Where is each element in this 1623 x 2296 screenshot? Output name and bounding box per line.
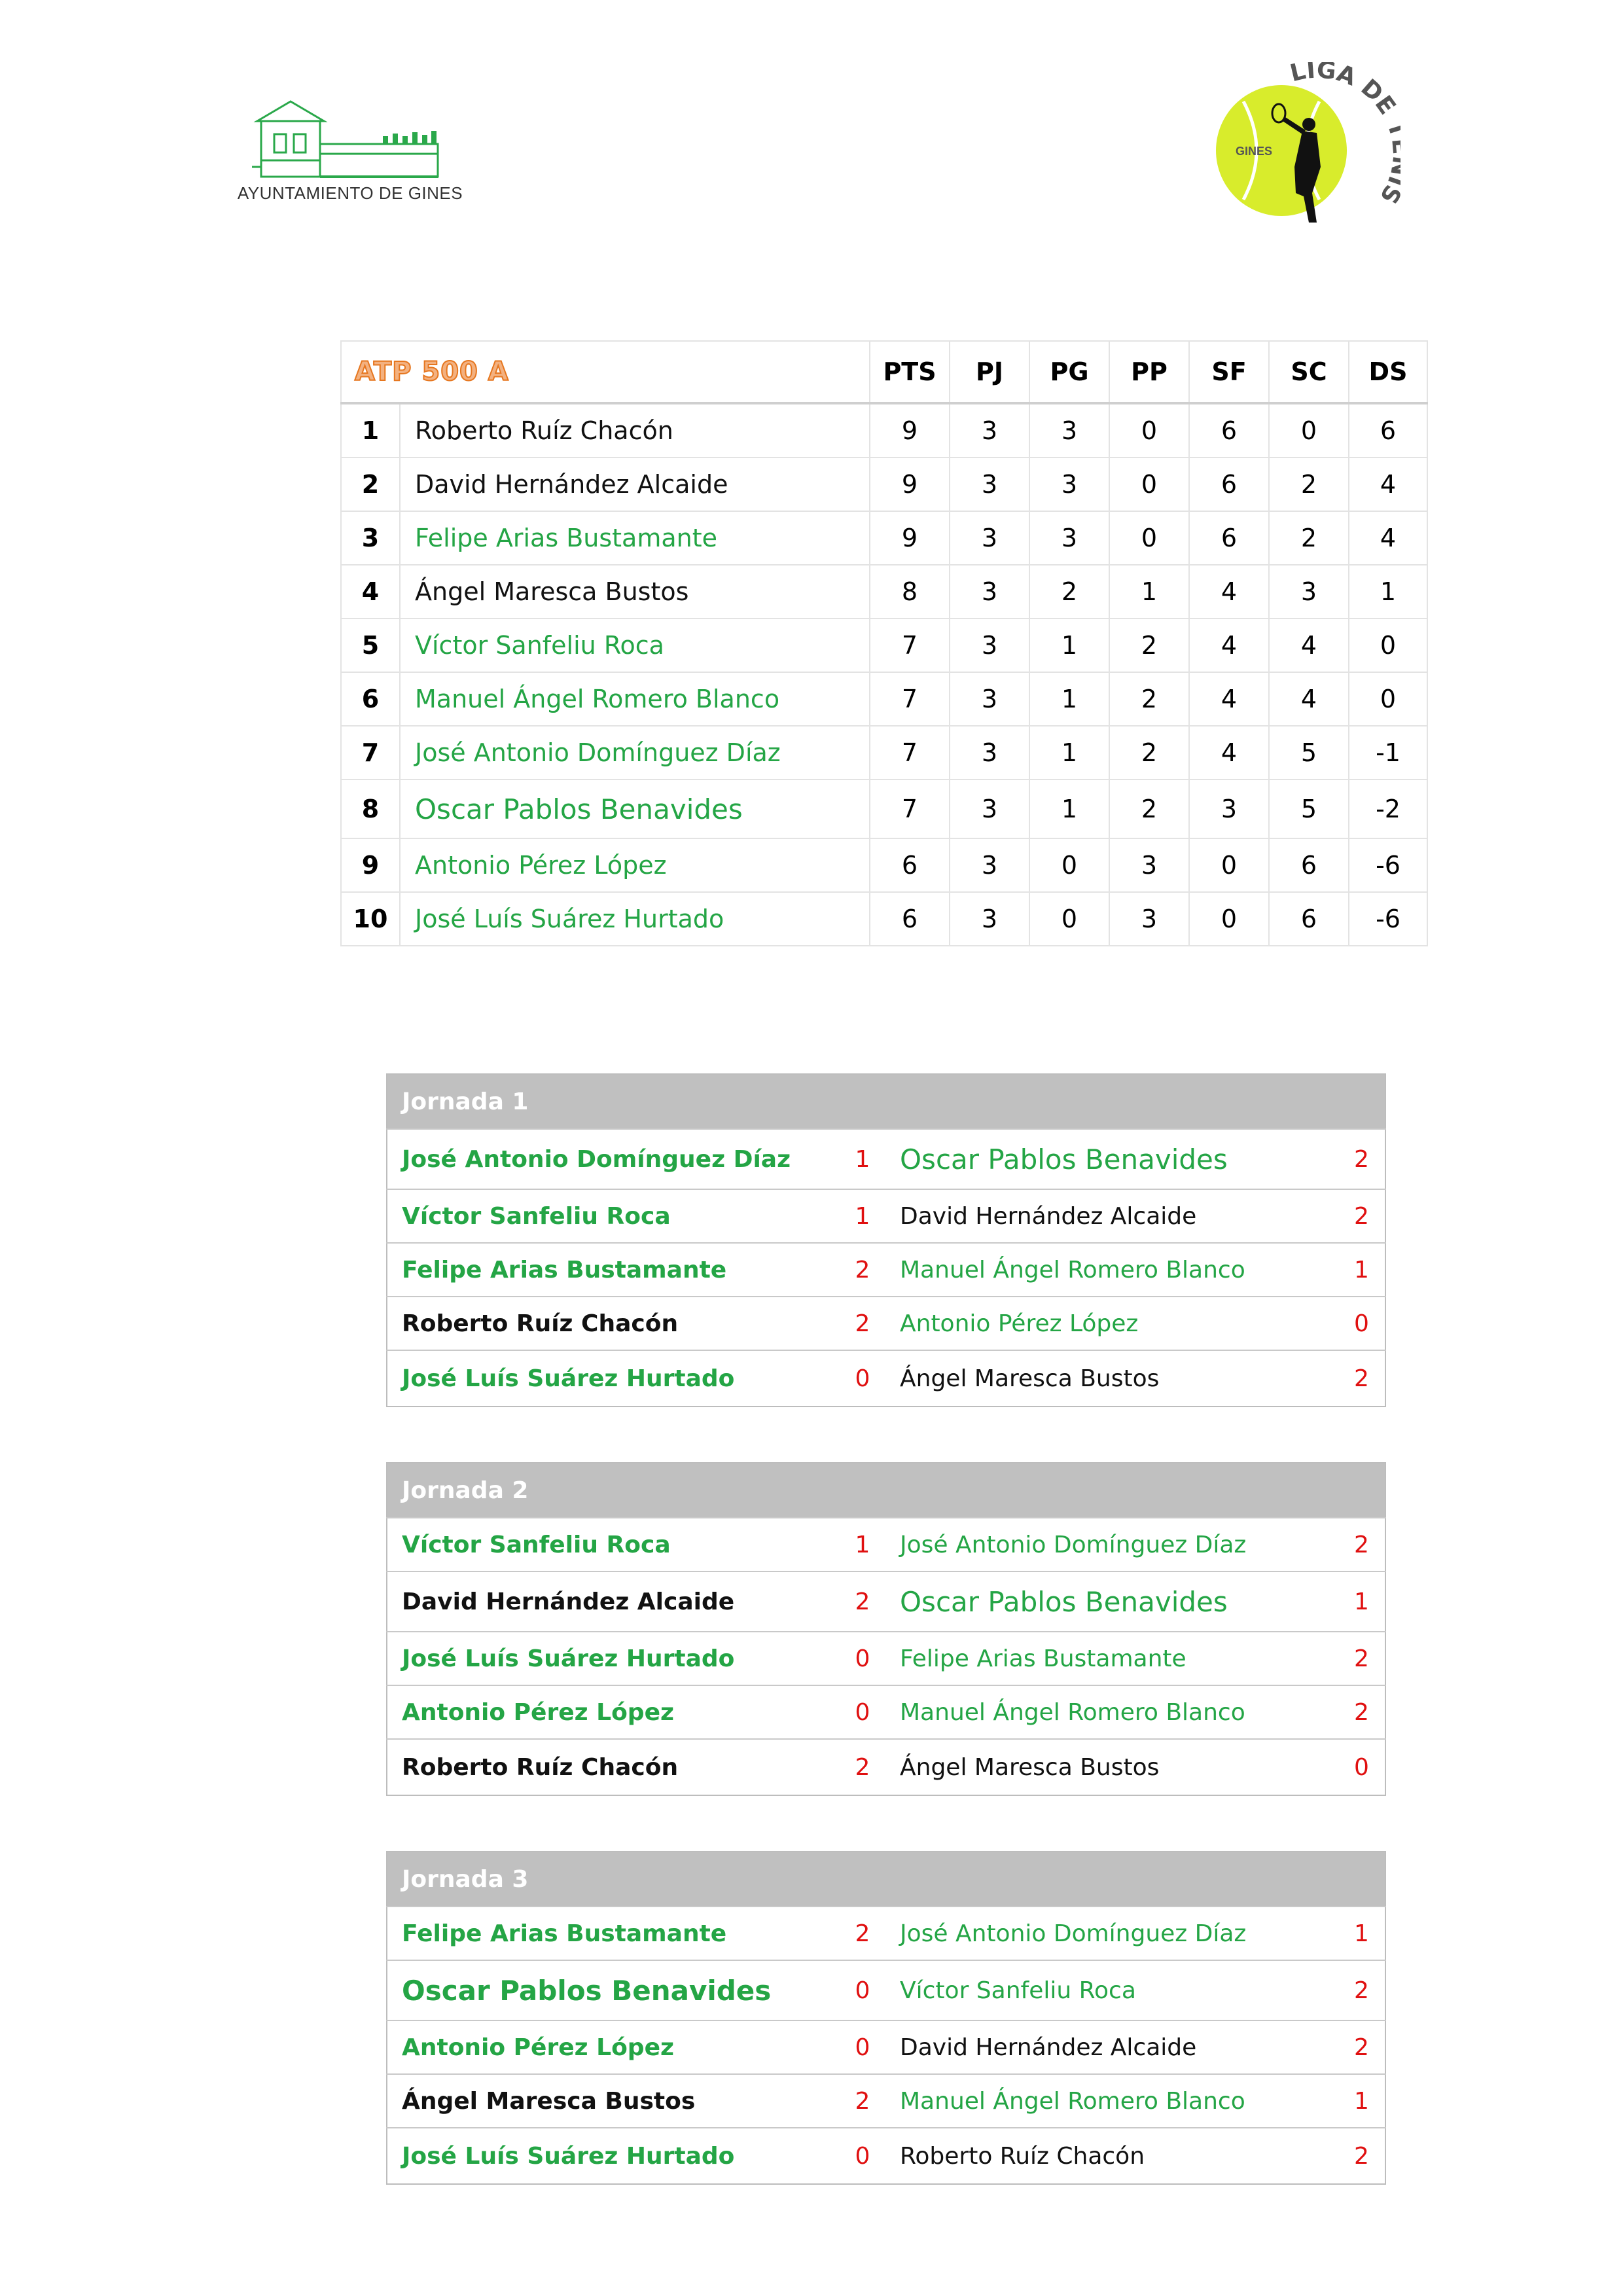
col-header-pj: PJ bbox=[950, 341, 1029, 403]
standing-pj: 3 bbox=[950, 780, 1029, 838]
col-header-pg: PG bbox=[1029, 341, 1109, 403]
standings-row bbox=[341, 457, 1427, 511]
standing-sc: 5 bbox=[1269, 726, 1349, 780]
standing-position: 9 bbox=[341, 838, 400, 892]
match-player-1: Antonio Pérez López bbox=[387, 2020, 838, 2074]
standing-position: 6 bbox=[341, 672, 400, 726]
match-row bbox=[387, 1632, 1385, 1685]
standing-ds: 4 bbox=[1349, 511, 1427, 565]
standing-ds: -6 bbox=[1349, 892, 1427, 946]
match-row bbox=[387, 1518, 1385, 1571]
town-hall-icon bbox=[252, 98, 448, 180]
ayuntamiento-caption: AYUNTAMIENTO DE GINES bbox=[237, 183, 463, 203]
match-player-2: José Antonio Domínguez Díaz bbox=[887, 1518, 1338, 1571]
match-score-2: 1 bbox=[1338, 2074, 1385, 2128]
match-player-2: David Hernández Alcaide bbox=[887, 1189, 1338, 1243]
match-player-1: Víctor Sanfeliu Roca bbox=[387, 1189, 838, 1243]
standing-ds: -1 bbox=[1349, 726, 1427, 780]
match-player-1: Víctor Sanfeliu Roca bbox=[387, 1518, 838, 1571]
standing-pp: 2 bbox=[1109, 726, 1189, 780]
standings-title-cell bbox=[341, 341, 870, 403]
gines-ball-label: GINES bbox=[1236, 145, 1273, 158]
standing-pg: 1 bbox=[1029, 619, 1109, 672]
match-row bbox=[387, 1297, 1385, 1350]
standing-pg: 3 bbox=[1029, 457, 1109, 511]
standing-position: 1 bbox=[341, 403, 400, 457]
match-score-1: 2 bbox=[838, 1571, 887, 1632]
match-score-1: 0 bbox=[838, 2128, 887, 2184]
standing-position: 5 bbox=[341, 619, 400, 672]
standings-row bbox=[341, 565, 1427, 619]
standing-pj: 3 bbox=[950, 892, 1029, 946]
standing-pg: 1 bbox=[1029, 780, 1109, 838]
standing-pts: 7 bbox=[870, 672, 950, 726]
standing-player-name: Antonio Pérez López bbox=[400, 838, 870, 892]
liga-tenis-logo bbox=[1204, 62, 1400, 239]
standing-position: 7 bbox=[341, 726, 400, 780]
standing-player-name: Roberto Ruíz Chacón bbox=[400, 403, 870, 457]
match-score-1: 2 bbox=[838, 1739, 887, 1795]
match-player-1: Felipe Arias Bustamante bbox=[387, 1907, 838, 1960]
match-player-1: Ángel Maresca Bustos bbox=[387, 2074, 838, 2128]
standing-sf: 0 bbox=[1189, 892, 1269, 946]
standing-pg: 3 bbox=[1029, 511, 1109, 565]
standing-sf: 4 bbox=[1189, 726, 1269, 780]
match-player-1: David Hernández Alcaide bbox=[387, 1571, 838, 1632]
standing-sf: 6 bbox=[1189, 457, 1269, 511]
match-score-2: 0 bbox=[1338, 1739, 1385, 1795]
standing-pts: 9 bbox=[870, 511, 950, 565]
standing-sc: 4 bbox=[1269, 672, 1349, 726]
match-row bbox=[387, 1739, 1385, 1795]
jornada-title: Jornada 3 bbox=[387, 1852, 1385, 1907]
match-score-2: 2 bbox=[1338, 1129, 1385, 1189]
match-score-1: 0 bbox=[838, 1632, 887, 1685]
match-player-1: José Luís Suárez Hurtado bbox=[387, 2128, 838, 2184]
match-player-1: José Luís Suárez Hurtado bbox=[387, 1632, 838, 1685]
col-header-pts: PTS bbox=[870, 341, 950, 403]
match-row bbox=[387, 2074, 1385, 2128]
standing-pp: 3 bbox=[1109, 892, 1189, 946]
match-row bbox=[387, 1189, 1385, 1243]
standing-sc: 5 bbox=[1269, 780, 1349, 838]
standing-pts: 7 bbox=[870, 726, 950, 780]
match-player-2: Ángel Maresca Bustos bbox=[887, 1350, 1338, 1407]
match-player-1: Roberto Ruíz Chacón bbox=[387, 1297, 838, 1350]
standing-position: 3 bbox=[341, 511, 400, 565]
standing-pj: 3 bbox=[950, 565, 1029, 619]
standing-player-name: José Antonio Domínguez Díaz bbox=[400, 726, 870, 780]
standing-player-name: Manuel Ángel Romero Blanco bbox=[400, 672, 870, 726]
standing-pp: 0 bbox=[1109, 457, 1189, 511]
standing-position: 2 bbox=[341, 457, 400, 511]
standing-sc: 6 bbox=[1269, 838, 1349, 892]
match-player-2: Manuel Ángel Romero Blanco bbox=[887, 1685, 1338, 1739]
standing-pg: 1 bbox=[1029, 672, 1109, 726]
match-score-2: 2 bbox=[1338, 2020, 1385, 2074]
match-score-1: 1 bbox=[838, 1189, 887, 1243]
standings-row bbox=[341, 838, 1427, 892]
standing-pts: 9 bbox=[870, 403, 950, 457]
standing-pp: 1 bbox=[1109, 565, 1189, 619]
col-header-sf: SF bbox=[1189, 341, 1269, 403]
match-score-1: 2 bbox=[838, 1907, 887, 1960]
match-player-1: Roberto Ruíz Chacón bbox=[387, 1739, 838, 1795]
standing-sc: 0 bbox=[1269, 403, 1349, 457]
standing-pj: 3 bbox=[950, 726, 1029, 780]
standing-player-name: José Luís Suárez Hurtado bbox=[400, 892, 870, 946]
jornada-3-table bbox=[386, 1851, 1386, 2185]
standing-pj: 3 bbox=[950, 838, 1029, 892]
match-player-2: Manuel Ángel Romero Blanco bbox=[887, 2074, 1338, 2128]
match-row bbox=[387, 1571, 1385, 1632]
standing-ds: 4 bbox=[1349, 457, 1427, 511]
standings-title: ATP 500 A bbox=[355, 357, 509, 387]
standing-sf: 0 bbox=[1189, 838, 1269, 892]
standings-row bbox=[341, 892, 1427, 946]
standing-ds: -6 bbox=[1349, 838, 1427, 892]
standing-pj: 3 bbox=[950, 619, 1029, 672]
jornada-title: Jornada 1 bbox=[387, 1074, 1385, 1129]
match-score-1: 2 bbox=[838, 1297, 887, 1350]
match-score-2: 2 bbox=[1338, 1685, 1385, 1739]
match-player-2: Ángel Maresca Bustos bbox=[887, 1739, 1338, 1795]
jornada-title: Jornada 2 bbox=[387, 1463, 1385, 1518]
standing-pp: 2 bbox=[1109, 619, 1189, 672]
match-score-2: 2 bbox=[1338, 1518, 1385, 1571]
standing-ds: 0 bbox=[1349, 619, 1427, 672]
standing-sc: 2 bbox=[1269, 457, 1349, 511]
match-row bbox=[387, 2020, 1385, 2074]
match-score-2: 2 bbox=[1338, 1632, 1385, 1685]
standings-row bbox=[341, 726, 1427, 780]
match-row bbox=[387, 1129, 1385, 1189]
match-row bbox=[387, 1907, 1385, 1960]
standing-pts: 7 bbox=[870, 619, 950, 672]
match-score-1: 1 bbox=[838, 1129, 887, 1189]
match-player-1: Felipe Arias Bustamante bbox=[387, 1243, 838, 1297]
match-score-2: 0 bbox=[1338, 1297, 1385, 1350]
standing-pts: 9 bbox=[870, 457, 950, 511]
match-score-1: 0 bbox=[838, 1685, 887, 1739]
match-score-1: 0 bbox=[838, 1960, 887, 2020]
match-score-2: 1 bbox=[1338, 1907, 1385, 1960]
col-header-ds: DS bbox=[1349, 341, 1427, 403]
match-row bbox=[387, 1960, 1385, 2020]
standing-pj: 3 bbox=[950, 511, 1029, 565]
standing-sc: 2 bbox=[1269, 511, 1349, 565]
ayuntamiento-logo bbox=[226, 98, 474, 209]
standing-pg: 3 bbox=[1029, 403, 1109, 457]
standing-sf: 6 bbox=[1189, 511, 1269, 565]
match-player-1: José Antonio Domínguez Díaz bbox=[387, 1129, 838, 1189]
match-player-2: Oscar Pablos Benavides bbox=[887, 1571, 1338, 1632]
standing-position: 4 bbox=[341, 565, 400, 619]
standing-player-name: Oscar Pablos Benavides bbox=[400, 780, 870, 838]
match-score-2: 2 bbox=[1338, 1960, 1385, 2020]
standing-ds: 0 bbox=[1349, 672, 1427, 726]
match-score-1: 0 bbox=[838, 1350, 887, 1407]
standing-player-name: Ángel Maresca Bustos bbox=[400, 565, 870, 619]
standing-sc: 6 bbox=[1269, 892, 1349, 946]
match-player-2: David Hernández Alcaide bbox=[887, 2020, 1338, 2074]
liga-de-tenis-arc-text: LIGA DE bbox=[1287, 62, 1400, 120]
standing-pts: 7 bbox=[870, 780, 950, 838]
standing-pp: 3 bbox=[1109, 838, 1189, 892]
jornada-2-table bbox=[386, 1462, 1386, 1796]
standing-pts: 6 bbox=[870, 892, 950, 946]
standings-row bbox=[341, 780, 1427, 838]
standings-row bbox=[341, 619, 1427, 672]
match-player-2: Felipe Arias Bustamante bbox=[887, 1632, 1338, 1685]
match-player-1: Antonio Pérez López bbox=[387, 1685, 838, 1739]
standing-sf: 4 bbox=[1189, 565, 1269, 619]
col-header-sc: SC bbox=[1269, 341, 1349, 403]
match-row bbox=[387, 1685, 1385, 1739]
standing-pg: 0 bbox=[1029, 892, 1109, 946]
match-player-1: Oscar Pablos Benavides bbox=[387, 1960, 838, 2020]
standing-player-name: Víctor Sanfeliu Roca bbox=[400, 619, 870, 672]
standing-pp: 0 bbox=[1109, 511, 1189, 565]
standing-sf: 4 bbox=[1189, 672, 1269, 726]
standing-pp: 2 bbox=[1109, 672, 1189, 726]
match-score-2: 1 bbox=[1338, 1571, 1385, 1632]
match-score-2: 2 bbox=[1338, 1350, 1385, 1407]
standing-pj: 3 bbox=[950, 672, 1029, 726]
match-score-2: 2 bbox=[1338, 1189, 1385, 1243]
jornada-1-table bbox=[386, 1073, 1386, 1407]
standing-position: 8 bbox=[341, 780, 400, 838]
standing-pj: 3 bbox=[950, 457, 1029, 511]
standing-player-name: Felipe Arias Bustamante bbox=[400, 511, 870, 565]
col-header-pp: PP bbox=[1109, 341, 1189, 403]
match-player-1: José Luís Suárez Hurtado bbox=[387, 1350, 838, 1407]
standing-ds: 6 bbox=[1349, 403, 1427, 457]
match-score-2: 2 bbox=[1338, 2128, 1385, 2184]
match-row bbox=[387, 2128, 1385, 2184]
standings-row bbox=[341, 403, 1427, 457]
standing-pts: 8 bbox=[870, 565, 950, 619]
standing-pg: 1 bbox=[1029, 726, 1109, 780]
match-score-1: 0 bbox=[838, 2020, 887, 2074]
match-score-2: 1 bbox=[1338, 1243, 1385, 1297]
standing-sf: 6 bbox=[1189, 403, 1269, 457]
match-player-2: Roberto Ruíz Chacón bbox=[887, 2128, 1338, 2184]
standings-row bbox=[341, 511, 1427, 565]
standing-ds: -2 bbox=[1349, 780, 1427, 838]
standing-pp: 2 bbox=[1109, 780, 1189, 838]
match-score-1: 2 bbox=[838, 2074, 887, 2128]
match-row bbox=[387, 1243, 1385, 1297]
standings-table bbox=[340, 340, 1428, 946]
standing-pg: 2 bbox=[1029, 565, 1109, 619]
match-player-2: Manuel Ángel Romero Blanco bbox=[887, 1243, 1338, 1297]
standing-pj: 3 bbox=[950, 403, 1029, 457]
standing-sf: 4 bbox=[1189, 619, 1269, 672]
standing-player-name: David Hernández Alcaide bbox=[400, 457, 870, 511]
match-score-1: 2 bbox=[838, 1243, 887, 1297]
match-score-1: 1 bbox=[838, 1518, 887, 1571]
match-player-2: Antonio Pérez López bbox=[887, 1297, 1338, 1350]
standing-sc: 4 bbox=[1269, 619, 1349, 672]
match-player-2: José Antonio Domínguez Díaz bbox=[887, 1907, 1338, 1960]
standings-row bbox=[341, 672, 1427, 726]
standing-sf: 3 bbox=[1189, 780, 1269, 838]
standing-sc: 3 bbox=[1269, 565, 1349, 619]
standing-pts: 6 bbox=[870, 838, 950, 892]
match-player-2: Víctor Sanfeliu Roca bbox=[887, 1960, 1338, 2020]
standing-pg: 0 bbox=[1029, 838, 1109, 892]
match-row bbox=[387, 1350, 1385, 1407]
standings-header-row bbox=[341, 341, 1427, 403]
standing-pp: 0 bbox=[1109, 403, 1189, 457]
match-player-2: Oscar Pablos Benavides bbox=[887, 1129, 1338, 1189]
standing-ds: 1 bbox=[1349, 565, 1427, 619]
standing-position: 10 bbox=[341, 892, 400, 946]
